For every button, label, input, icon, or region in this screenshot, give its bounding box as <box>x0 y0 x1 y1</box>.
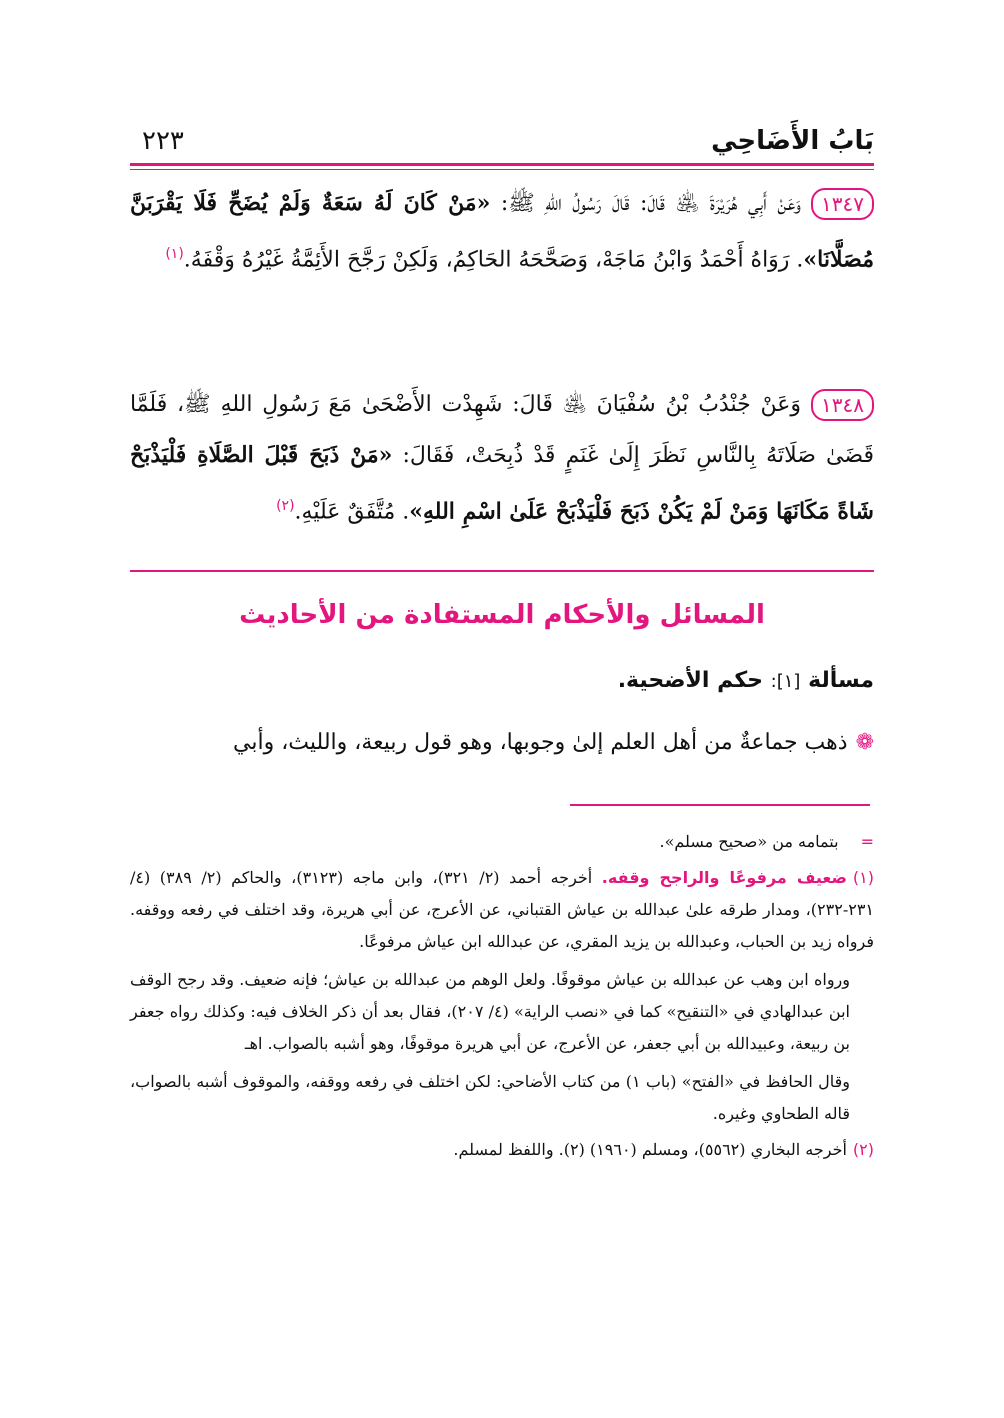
continuation-marker: = <box>860 832 874 851</box>
section-heading: المسائل والأحكام المستفادة من الأحاديث <box>239 600 765 630</box>
book-page <box>130 0 874 1418</box>
footnote-continuation <box>130 826 874 858</box>
chapter-title: بَابُ الأَضَاحِي <box>711 126 874 156</box>
footnote-separator <box>570 804 870 806</box>
issue-title <box>618 668 874 693</box>
hadith-number-badge: ١٣٤٧ <box>811 188 874 220</box>
hadith-1347 <box>130 178 874 285</box>
page-number: ٢٢٣ <box>142 126 184 156</box>
section-divider <box>130 570 874 572</box>
footnote-1-paragraph-2: ورواه ابن وهب عن عبدالله بن عياش موقوفًا. ولعل الوهم من عبدالله بن عياش؛ فإنه ضعيف. وقد رجح الوقف ابن عبدالهادي في «التنقيح» كما في «نصب الراية» (٤/ ٢٠٧)، فقال بعد أن ذكر الخلاف فيه: وكذلك رواه جعفر بن ربيعة، وعبيدالله بن أبي جعفر، عن الأعرج، عن أبي هريرة موقوفًا، وهو أشبه بالصواب. اهـ <box>130 970 850 1053</box>
footnote-grade: ضعيف مرفوعًا والراجح وقفه. <box>601 868 847 887</box>
hadith-intro: وَعَنْ أَبِي هُرَيْرَةَ ﵁ قَالَ: قَالَ رَسُولُ اللهِ ﷺ: <box>500 191 802 216</box>
issue-number: [١]: <box>770 671 801 692</box>
header-divider-thin <box>130 169 874 170</box>
header-divider <box>130 163 874 166</box>
hadith-source: . رَوَاهُ أَحْمَدُ وَابْنُ مَاجَهْ، وَصَحَّحَهُ الحَاكِمُ، وَلَكِنْ رَجَّحَ الأَئِمَّةُ غَيْرُهُ وَقْفَهُ. <box>183 247 804 273</box>
hadith-source: . مُتَّفَقٌ عَلَيْهِ. <box>294 499 410 525</box>
hadith-number-badge: ١٣٤٨ <box>811 389 874 421</box>
hadith-1348 <box>130 380 874 537</box>
body-paragraph <box>130 720 874 766</box>
footnote-2 <box>130 1134 874 1166</box>
footnote-1 <box>130 862 874 958</box>
footnote-number: (١) <box>852 868 874 887</box>
footnote-number: (٢) <box>852 1140 874 1159</box>
footnote-reference[interactable]: (٢) <box>276 498 295 514</box>
footnote-1-paragraph-3: وقال الحافظ في «الفتح» (باب ١) من كتاب الأضاحي: لكن اختلف في رفعه ووقفه، والموقوف أشبه بالصواب، قاله الطحاوي وغيره. <box>130 1072 850 1123</box>
body-paragraph-text: ذهب جماعةٌ من أهل العلم إلىٰ وجوبها، وهو قول ربيعة، والليث، وأبي <box>233 730 848 755</box>
issue-label: مسألة <box>808 668 874 693</box>
page-header <box>130 120 874 164</box>
footnotes <box>130 826 874 1170</box>
hadith-quote: «مَنْ ذَبَحَ قَبْلَ الصَّلَاةِ فَلْيَذْبَحْ شَاةً مَكَانَهَا وَمَنْ لَمْ يَكُنْ ذَبَحَ فَلْيَذْبَحْ عَلَىٰ اسْمِ اللهِ» <box>130 442 874 525</box>
footnote-text: أخرجه البخاري (٥٥٦٢)، ومسلم (١٩٦٠) (٢). واللفظ لمسلم. <box>453 1140 847 1159</box>
hadith-intro: وَعَنْ جُنْدُبُ بْنُ سُفْيَانَ ﵁ قَالَ: شَهِدْت الأَضْحَىٰ مَعَ رَسُولِ اللهِ ﷺ، فَلَمَّا قَضَىٰ صَلَاتَهُ بِالنَّاسِ نَظَرَ إِلَىٰ غَنَمٍ قَدْ ذُبِحَتْ، فَقَالَ: <box>130 392 874 468</box>
hadith-quote: «مَنْ كَانَ لَهُ سَعَةٌ وَلَمْ يُضَحِّ فَلَا يَقْرَبَنَّ مُصَلَّانَا» <box>130 190 874 273</box>
footnote-reference[interactable]: (١) <box>165 246 184 262</box>
footnote-text: أخرجه أحمد (٢/ ٣٢١)، وابن ماجه (٣١٢٣)، والحاكم (٢/ ٣٨٩) (٤/ ٢٣١-٢٣٢)، ومدار طرقه علىٰ عبدالله بن عياش القتباني، عن الأعرج، عن أبي هريرة، وقد اختلف في رفعه ووقفه. فرواه زيد بن الحباب، وعبدالله بن يزيد المقري، عن عبدالله ابن عياش مرفوعًا. <box>130 868 874 951</box>
issue-heading: حكم الأضحية. <box>617 668 763 693</box>
continuation-text: بتمامه من «صحيح مسلم». <box>659 832 839 851</box>
flower-ornament-icon: ❁ <box>855 730 874 755</box>
